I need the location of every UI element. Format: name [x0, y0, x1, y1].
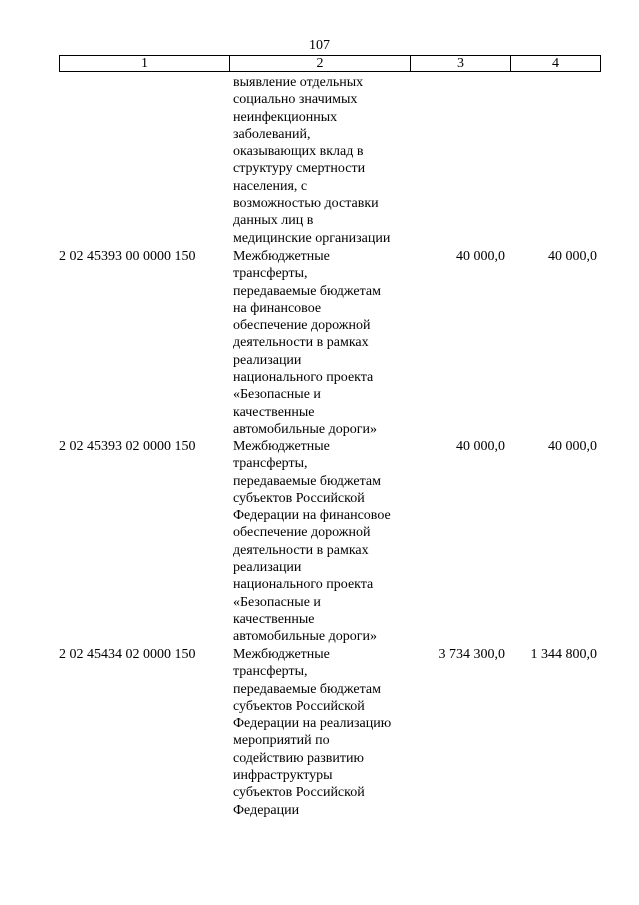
row-value-col3: 3 734 300,0 [438, 647, 505, 662]
row-value-col4: 1 344 800,0 [530, 647, 597, 662]
row-description: Межбюджетные трансферты, передаваемые бюджетам на финансовое обеспечение дорожной деятельности в рамках реализации национального проекта «Безопасные и качественные автомобильные дороги» [233, 249, 381, 437]
column-header-1: 1 [60, 56, 230, 71]
column-header-2: 2 [230, 56, 411, 71]
row-code: 2 02 45434 02 0000 150 [59, 647, 196, 662]
row-value-col4: 40 000,0 [548, 249, 597, 264]
row-code: 2 02 45393 02 0000 150 [59, 439, 196, 454]
row-value-col4: 40 000,0 [548, 439, 597, 454]
row-value-col3: 40 000,0 [456, 249, 505, 264]
page-number: 107 [309, 38, 330, 53]
row-code: 2 02 45393 00 0000 150 [59, 249, 196, 264]
table-header [59, 55, 601, 72]
column-header-4: 4 [552, 56, 559, 71]
row-value-col3: 40 000,0 [456, 439, 505, 454]
column-header-3: 3 [411, 56, 511, 71]
continued-description: выявление отдельных социально значимых неинфекционных заболеваний, оказывающих вклад в структуру смертности населения, с возможностью доставки данных лиц в медицинские организации [233, 75, 391, 246]
row-description: Межбюджетные трансферты, передаваемые бюджетам субъектов Российской Федерации на финансовое обеспечение дорожной деятельности в рамках реализации национального проекта «Безопасные и качественные автомобильные дороги» [233, 439, 391, 645]
row-description: Межбюджетные трансферты, передаваемые бюджетам субъектов Российской Федерации на реализацию мероприятий по содействию развитию инфраструктуры субъектов Российской Федерации [233, 647, 392, 818]
